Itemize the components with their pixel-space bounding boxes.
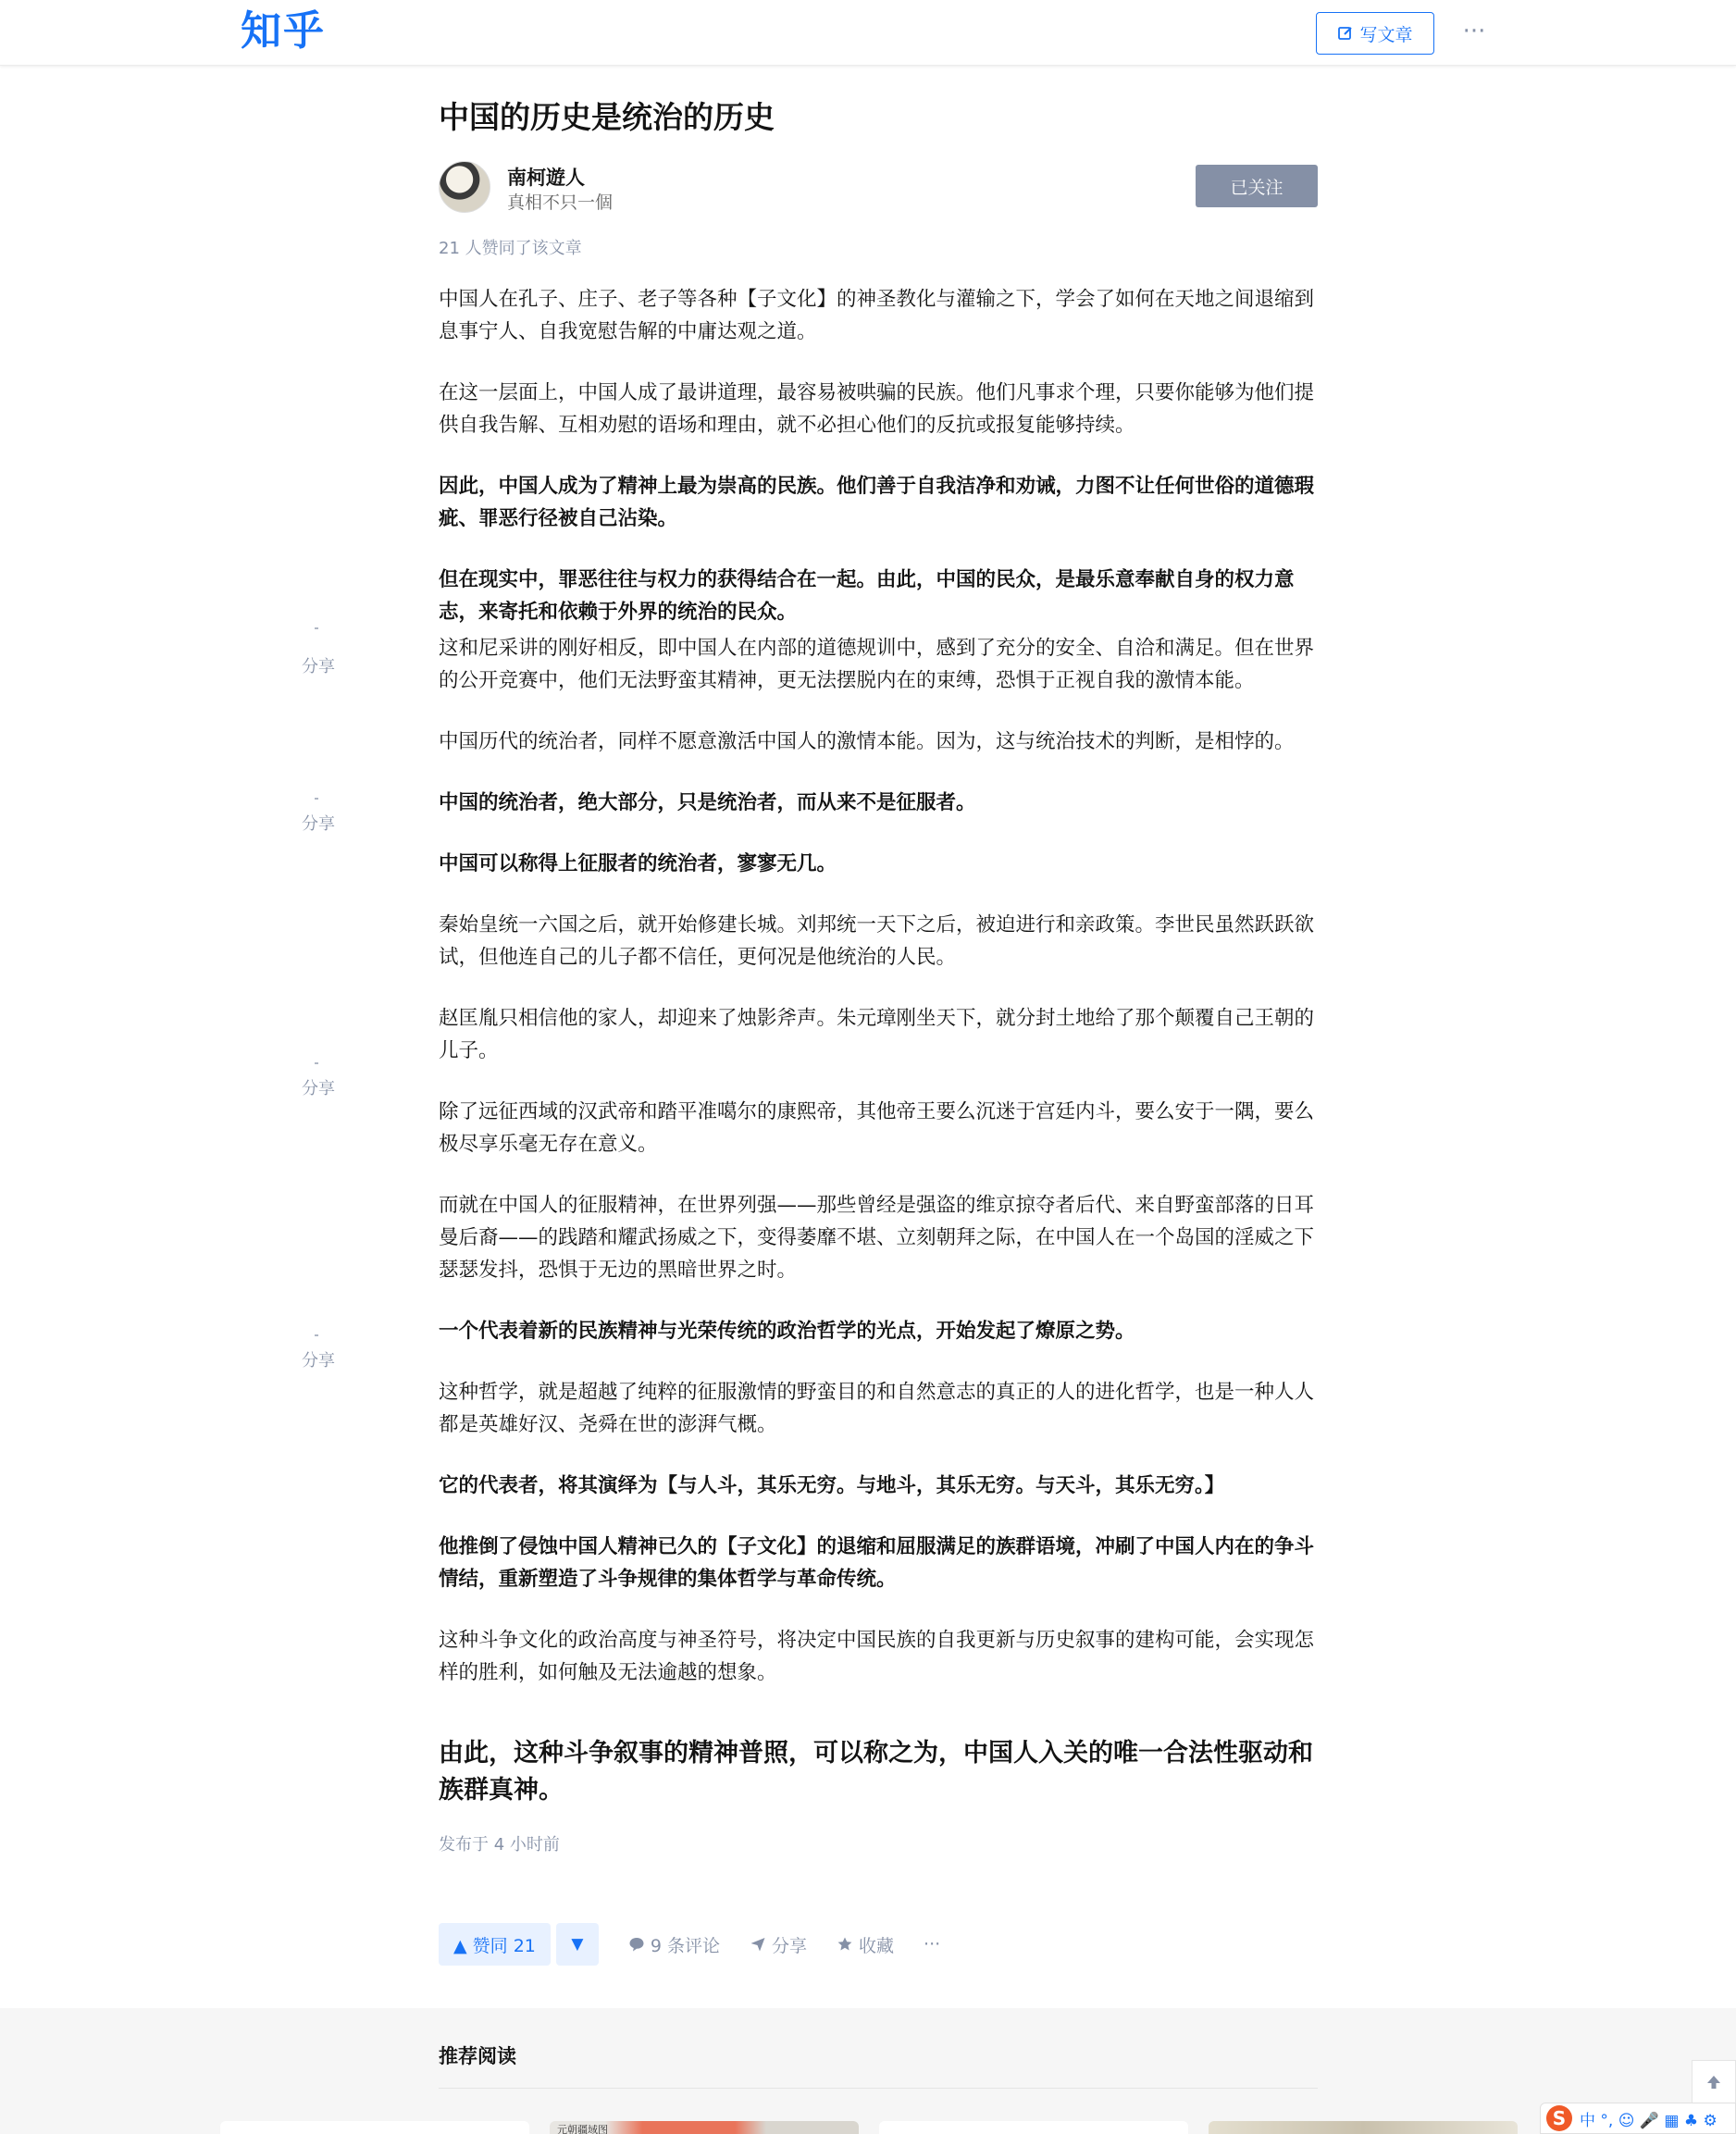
likes-count-line[interactable]: 21 人赞同了该文章 [439,239,582,258]
paragraph: 秦始皇统一六国之后，就开始修建长城。刘邦统一天下之后，被迫进行和亲政策。李世民虽然跃跃欲试，但他连自己的儿子都不信任，更何况是他统治的人民。 [439,913,1315,969]
favorite-label: 收藏 [859,1935,895,1956]
vote-up-button[interactable]: ▲ 赞同 21 [439,1923,551,1966]
more-menu-button[interactable]: ··· [1462,18,1486,45]
ime-status[interactable]: 中 °, ☺ 🎤 ▦ ♣ ⚙ [1580,2111,1717,2130]
paragraph: 中国人在孔子、庄子、老子等各种【子文化】的神圣教化与灌输之下，学会了如何在天地之间退缩到息事宁人、自我宽慰告解的中庸达观之道。 [439,288,1315,343]
back-to-top-button[interactable] [1692,2060,1736,2104]
share-label: 分享 [772,1935,808,1956]
side-share-button-2[interactable]: 分享 [302,814,335,834]
paragraph: 除了远征西域的汉武帝和踏平准噶尔的康熙帝，其他帝王要么沉迷于宫廷内斗，要么安于一隅，要么极尽享乐毫无存在意义。 [439,1100,1315,1156]
recommend-card[interactable] [1209,2121,1518,2134]
arrow-up-icon [1705,2073,1723,2091]
recommend-card-label: 元朝疆域图 [557,2124,608,2134]
article [439,93,1318,1859]
paragraph: 这种斗争文化的政治高度与神圣符号，将决定中国民族的自我更新与历史叙事的建构可能，会实现怎样的胜利，如何触及无法逾越的想象。 [439,1629,1315,1684]
edit-icon [1337,25,1354,42]
action-bar [439,1923,940,1966]
article-content [439,283,1318,1809]
side-share-dot [315,1334,318,1336]
top-header [0,0,1736,66]
sogou-ime-logo[interactable]: S [1546,2105,1572,2131]
write-article-button[interactable] [1316,12,1434,55]
favorite-button[interactable] [837,1932,894,1957]
zhihu-logo[interactable]: 知乎 [241,7,326,55]
comment-label: 9 条评论 [650,1935,721,1956]
article-title: 中国的历史是统治的历史 [439,99,775,135]
paragraph: 赵匡胤只相信他的家人，却迎来了烛影斧声。朱元璋刚坐天下，就分封土地给了那个颠覆自己王朝的儿子。 [439,1007,1315,1062]
more-actions-button[interactable]: ··· [924,1934,941,1954]
paragraph: 中国历代的统治者，同样不愿意激活中国人的激情本能。因为，这与统治技术的判断，是相悖的。 [439,730,1295,753]
star-icon [837,1936,853,1953]
author-name[interactable]: 南柯遊人 [507,167,585,189]
paragraph: 这和尼采讲的刚好相反，即中国人在内部的道德规训中，感到了充分的安全、自洽和满足。但在世界的公开竞赛中，他们无法野蛮其精神，更无法摆脱内在的束缚，恐惧于正视自我的激情本能。 [439,637,1315,692]
side-share-button-4[interactable]: 分享 [302,1351,335,1371]
comment-button[interactable] [628,1932,720,1957]
follow-button[interactable]: 已关注 [1196,165,1318,207]
paragraph-bold: 它的代表者，将其演绎为【与人斗，其乐无穷。与地斗，其乐无穷。与天斗，其乐无穷。】 [439,1474,1225,1497]
author-card [439,161,1318,235]
paragraph: 这种哲学，就是超越了纯粹的征服激情的野蛮目的和自然意志的真正的人的进化哲学，也是一种人人都是英雄好汉、尧舜在世的澎湃气概。 [439,1381,1315,1436]
side-share-button-1[interactable]: 分享 [302,657,335,676]
send-icon [750,1936,766,1953]
author-avatar[interactable] [439,161,490,213]
paragraph: 在这一层面上，中国人成了最讲道理，最容易被哄骗的民族。他们凡事求个理，只要你能够为他们提供自我告解、互相劝慰的语场和理由，就不必担心他们的反抗或报复能够持续。 [439,381,1315,437]
side-share-dot [315,1062,318,1064]
comment-icon [628,1936,645,1953]
recommend-section [0,2008,1736,2134]
paragraph-heading: 由此，这种斗争叙事的精神普照，可以称之为，中国人入关的唯一合法性驱动和族群真神。 [439,1739,1313,1805]
recommend-card[interactable] [879,2121,1188,2134]
paragraph-bold: 他推倒了侵蚀中国人精神已久的【子文化】的退缩和屈服满足的族群语境，冲刷了中国人内在的争斗情结，重新塑造了斗争规律的集体哲学与革命传统。 [439,1535,1315,1591]
share-button[interactable] [750,1932,807,1957]
paragraph-bold: 中国可以称得上征服者的统治者，寥寥无几。 [439,852,837,875]
side-share-dot [315,798,318,800]
ime-toolbar[interactable] [1540,2103,1736,2134]
paragraph-bold: 中国的统治者，绝大部分，只是统治者，而从来不是征服者。 [439,791,976,814]
author-bio: 真相不只一個 [507,192,614,213]
write-article-label: 写文章 [1359,24,1413,45]
side-share-button-3[interactable]: 分享 [302,1079,335,1098]
recommend-title: 推荐阅读 [439,2045,516,2067]
paragraph-bold: 一个代表着新的民族精神与光荣传统的政治哲学的光点，开始发起了燎原之势。 [439,1320,1135,1343]
vote-down-button[interactable]: ▼ [556,1923,599,1966]
divider [439,2088,1318,2089]
paragraph-bold: 但在现实中，罪恶往往与权力的获得结合在一起。由此，中国的民众，是最乐意奉献自身的权力意志，来寄托和依赖于外界的统治的民众。 [439,568,1295,624]
side-share-dot [315,627,318,629]
paragraph: 而就在中国人的征服精神，在世界列强——那些曾经是强盗的维京掠夺者后代、来自野蛮部落的日耳曼后裔——的践踏和耀武扬威之下，变得萎靡不堪、立刻朝拜之际，在中国人在一个岛国的淫威之下瑟瑟发抖，恐惧于无边的黑暗世界之时。 [439,1194,1315,1282]
recommend-card[interactable] [220,2121,529,2134]
publish-time: 发布于 4 小时前 [439,1835,560,1855]
paragraph-bold: 因此，中国人成为了精神上最为崇高的民族。他们善于自我洁净和劝诫，力图不让任何世俗的道德瑕疵、罪恶行径被自己沾染。 [439,475,1315,530]
